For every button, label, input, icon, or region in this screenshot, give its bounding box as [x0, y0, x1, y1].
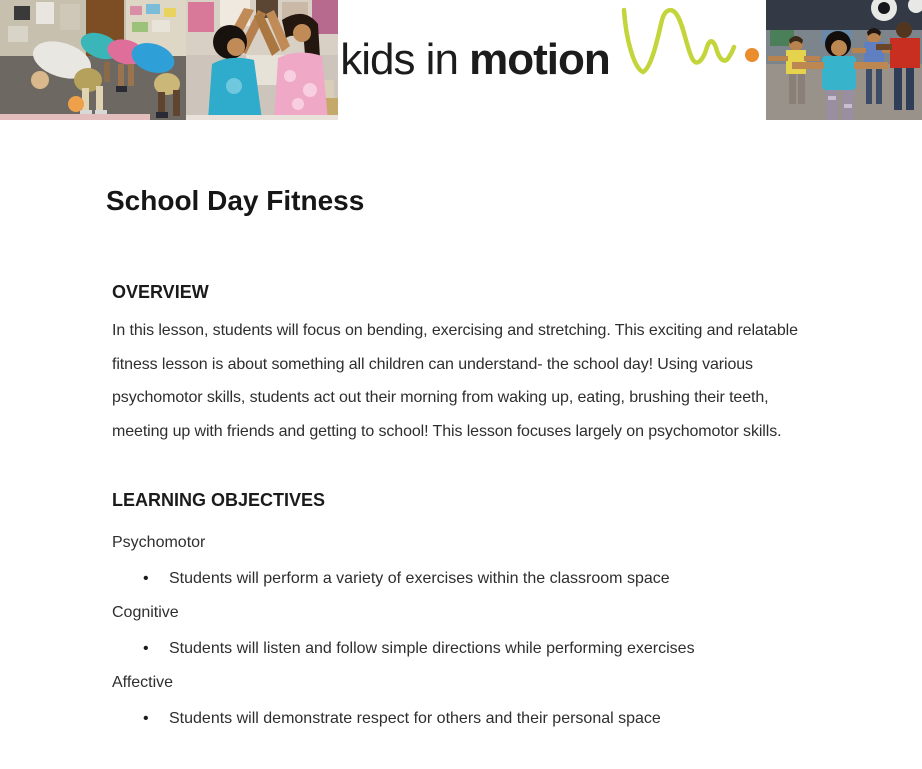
logo-text-regular: kids in — [340, 35, 470, 84]
bullet-icon: • — [143, 710, 149, 727]
kids-in-motion-logo — [340, 0, 764, 120]
logo-text-bold: motion — [469, 35, 610, 84]
header-photo-stretching — [0, 0, 186, 120]
logo-area — [338, 0, 766, 120]
objective-item — [112, 562, 922, 596]
objective-category-affective: Affective — [112, 674, 174, 691]
overview-heading: OVERVIEW — [112, 282, 209, 302]
bullet-icon: • — [143, 640, 149, 657]
objective-text: Students will demonstrate respect for others and their personal space — [169, 710, 661, 727]
section-overview — [106, 280, 922, 448]
header-banner — [0, 0, 922, 120]
bounce-dot-icon — [745, 48, 759, 62]
objective-item — [112, 632, 922, 666]
objective-category-cognitive: Cognitive — [112, 604, 179, 621]
header-photo-highfive — [186, 0, 338, 120]
objective-item — [112, 702, 922, 736]
objective-category-psychomotor: Psychomotor — [112, 534, 206, 551]
bounce-squiggle-icon — [616, 6, 764, 90]
section-learning-objectives — [106, 488, 922, 736]
objectives-list — [112, 526, 922, 736]
objective-text: Students will perform a variety of exercises within the classroom space — [169, 570, 670, 587]
overview-paragraph: In this lesson, students will focus on bending, exercising and stretching. This exciting and relatable fitness lesson is about something all children can understand- the school day! Using various psychomotor skills, students act out their morning from waking up, eating, brushing their teeth, meeting up with friends and getting to school! This lesson focuses largely on psychomotor skills. — [112, 322, 798, 440]
learning-objectives-heading: LEARNING OBJECTIVES — [112, 490, 326, 510]
logo-text — [340, 0, 610, 120]
bullet-icon: • — [143, 570, 149, 587]
header-photo-balancing — [766, 0, 922, 120]
objective-text: Students will listen and follow simple directions while performing exercises — [169, 640, 695, 657]
page-title: School Day Fitness — [106, 185, 365, 216]
document-body — [0, 120, 922, 736]
